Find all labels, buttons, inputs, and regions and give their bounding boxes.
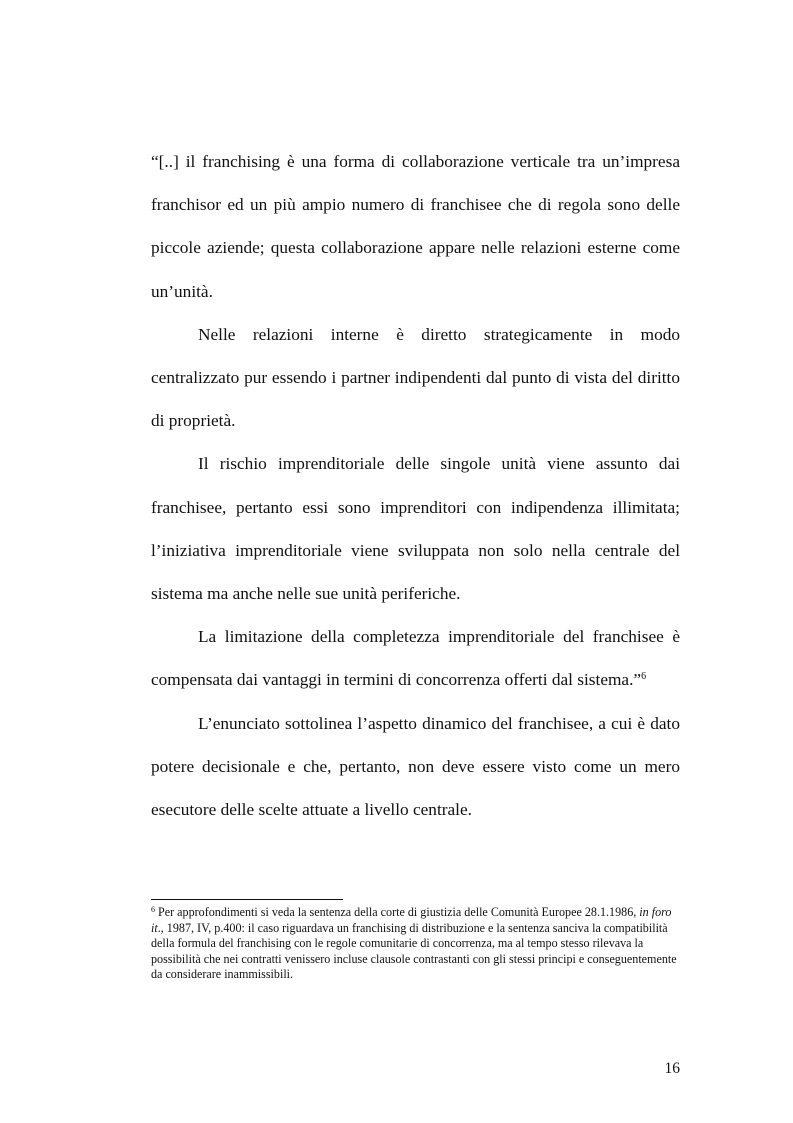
paragraph-limitation bbox=[151, 615, 680, 701]
paragraph-text: Il rischio imprenditoriale delle singole unità viene assunto dai franchisee, pertanto essi sono imprenditori con indipendenza illimitata; l’iniziativa imprenditoriale viene sviluppata non solo nella centrale del sistema ma anche nelle sue unità periferiche. bbox=[151, 454, 680, 604]
paragraph-quote-start bbox=[151, 140, 680, 313]
paragraph-entrepreneurial-risk bbox=[151, 442, 680, 615]
paragraph-text: Nelle relazioni interne è diretto strategicamente in modo centralizzato pur essendo i partner indipendenti dal punto di vista del diritto di proprietà. bbox=[151, 324, 680, 431]
paragraph-internal-relations bbox=[151, 313, 680, 443]
footnote-separator bbox=[151, 899, 343, 900]
paragraph-text: L’enunciato sottolinea l’aspetto dinamico del franchisee, a cui è dato potere decisionale e che, pertanto, non deve essere visto come un mero esecutore delle scelte attuate a livello centrale. bbox=[151, 713, 680, 820]
footnote-number: 6 bbox=[151, 905, 155, 914]
footnote-text-start: Per approfondimenti si veda la sentenza della corte di giustizia delle Comunità Europee 28.1.1986, bbox=[155, 905, 640, 919]
paragraph-text: La limitazione della completezza imprenditoriale del franchisee è compensata dai vantaggi in termini di concorrenza offerti dal sistema.” bbox=[151, 627, 680, 690]
paragraph-text: “[..] il franchising è una forma di collaborazione verticale tra un’impresa franchisor ed un più ampio numero di franchisee che di regola sono delle piccole aziende; questa collaborazione appare nelle relazioni esterne come un’unità. bbox=[151, 152, 680, 301]
footnote-reference[interactable]: 6 bbox=[641, 671, 647, 683]
paragraph-statement bbox=[151, 702, 680, 832]
page-number: 16 bbox=[664, 1060, 680, 1077]
body-text bbox=[151, 140, 680, 831]
footnote-citation-italic: in foro it bbox=[151, 905, 672, 935]
footnote bbox=[151, 905, 680, 983]
footnote-text-end: ., 1987, IV, p.400: il caso riguardava un franchising di distribuzione e la sentenza sanciva la compatibilità della formula del franchising con le regole comunitarie di concorrenza, ma al tempo stesso rilevava la possibilità che nei contratti venissero incluse clausole contrastanti con gli stessi principi e conseguentemente da considerare inammissibili. bbox=[151, 920, 677, 982]
